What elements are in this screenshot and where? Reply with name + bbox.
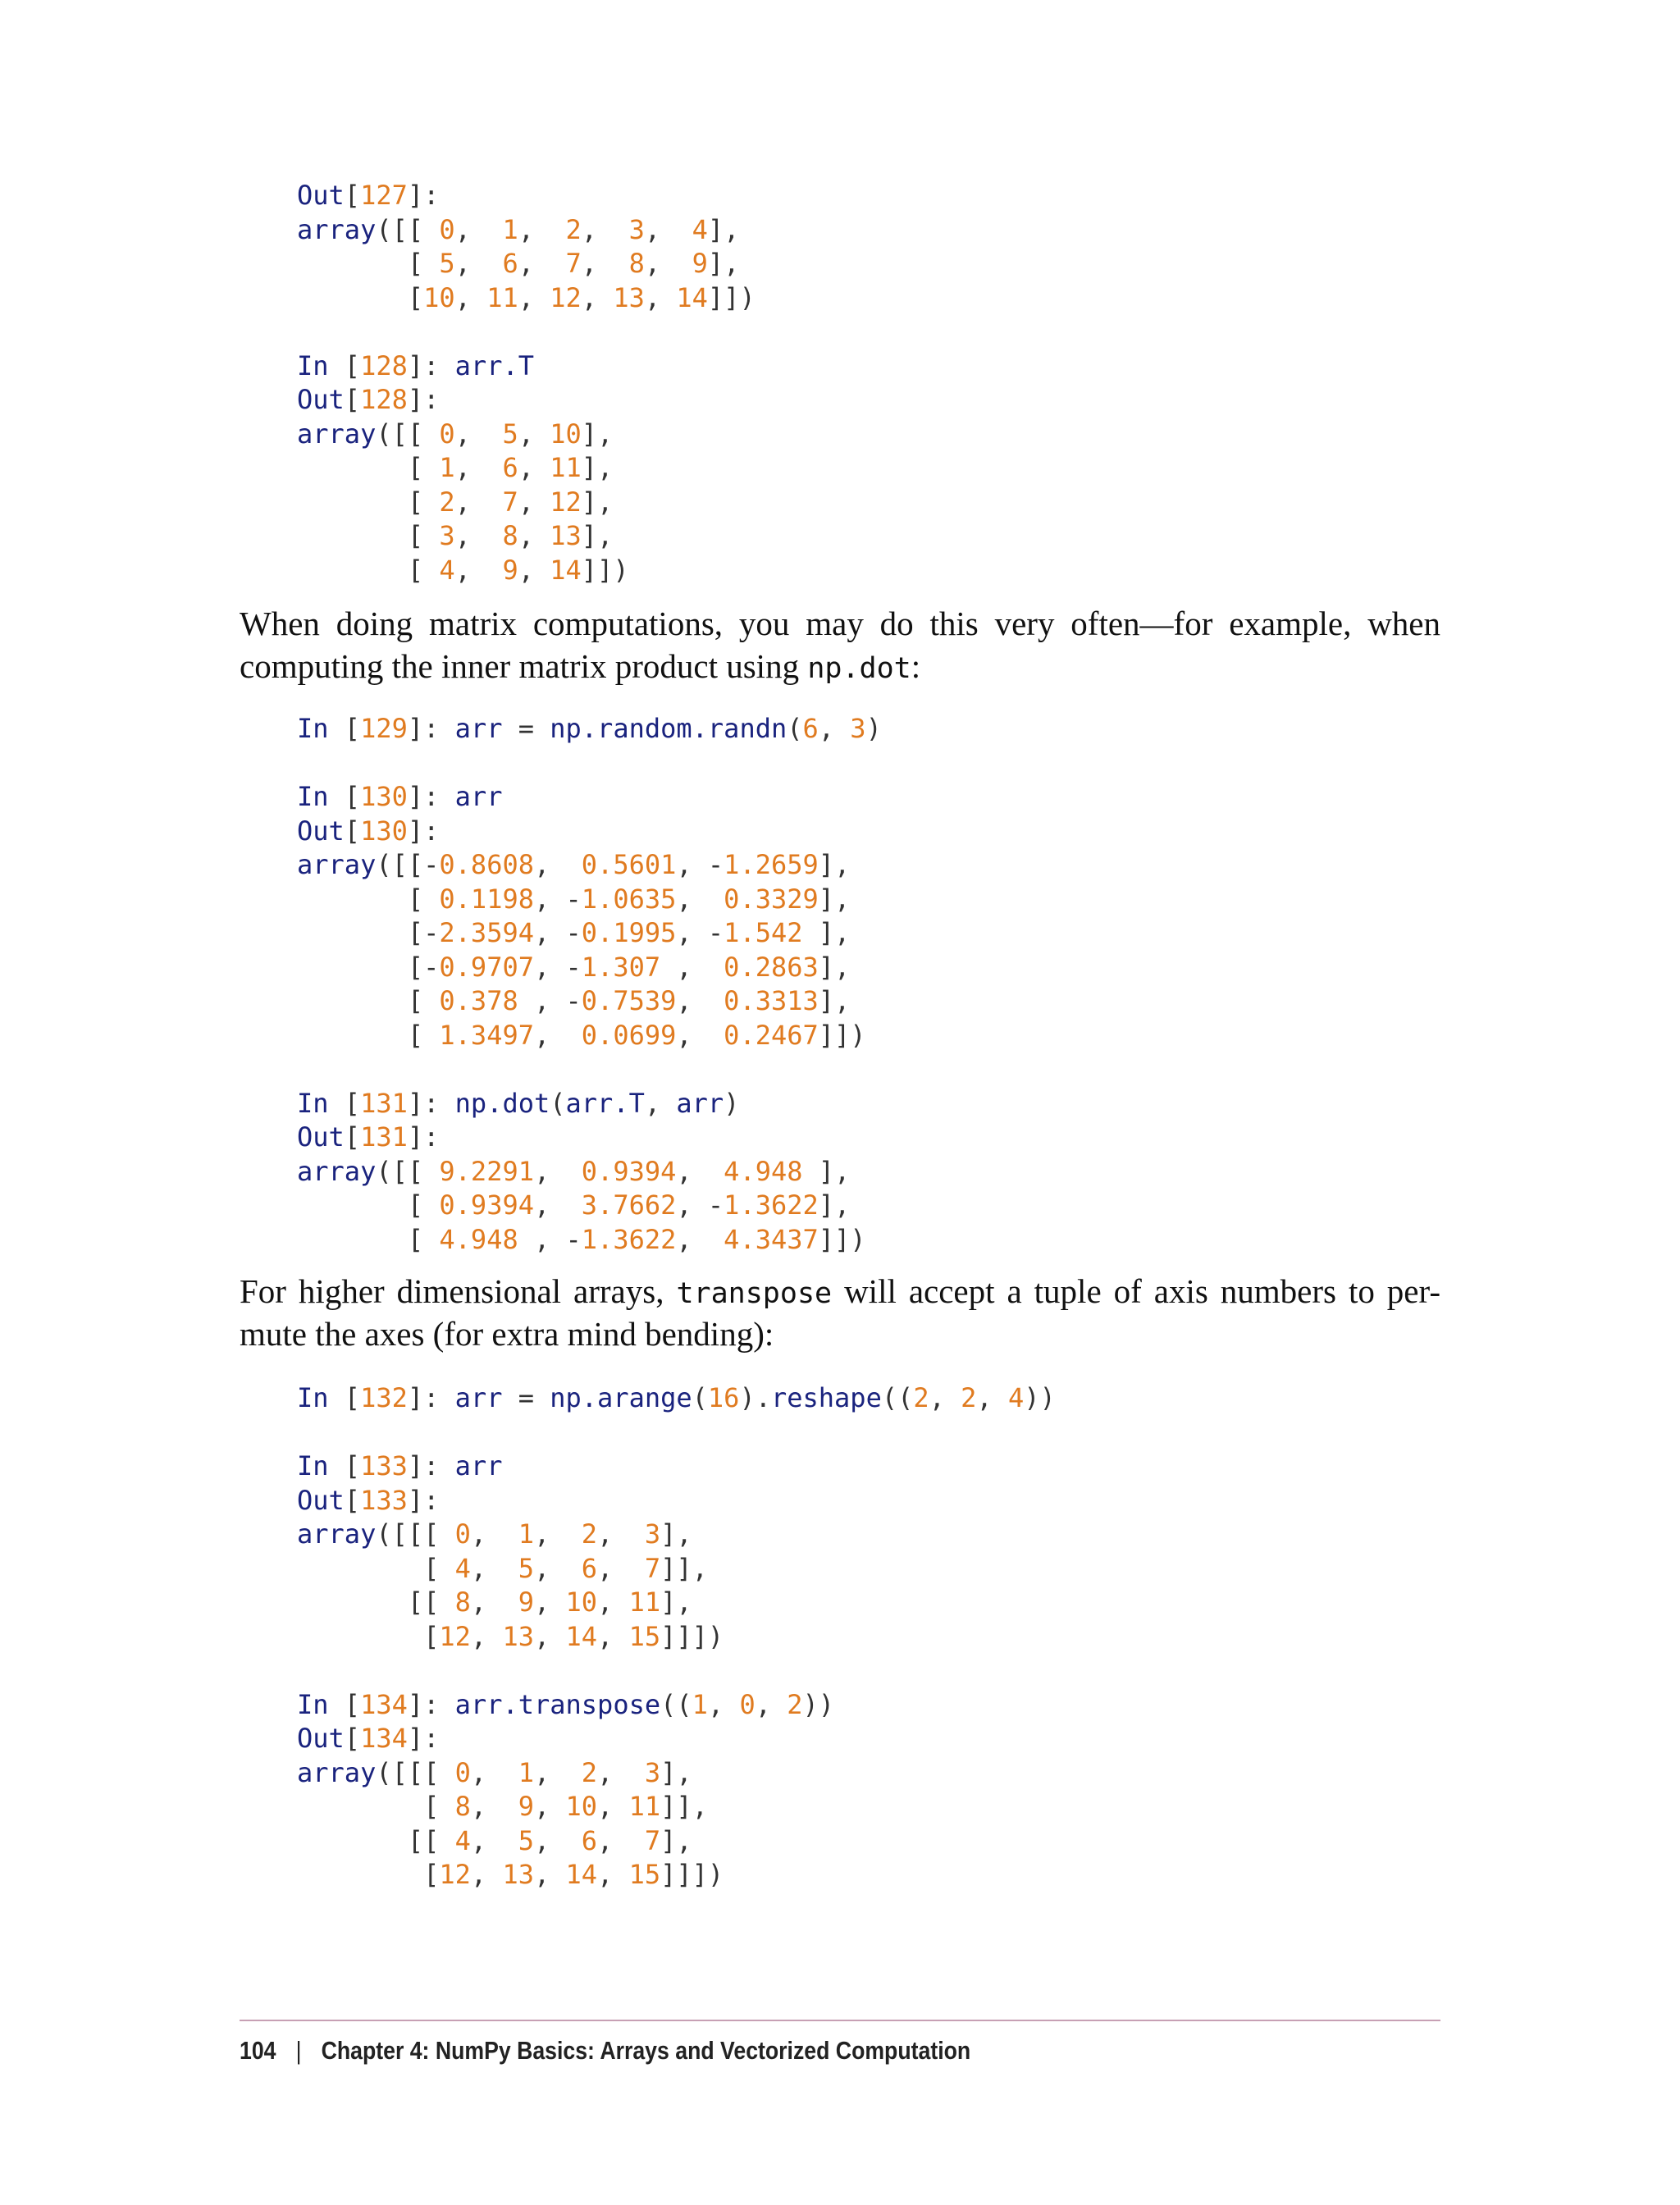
paragraph-line — [240, 1270, 1440, 1312]
code-line: [ 4, 5, 6, 7]], — [423, 1552, 708, 1584]
code-line: In [134]: arr.transpose((1, 0, 2)) — [297, 1688, 835, 1720]
code-line: [-0.9707, -1.307 , 0.2863], — [407, 951, 851, 983]
code-line: Out[128]: — [297, 384, 440, 415]
code-line — [297, 1654, 1056, 1688]
paragraph-matrix-computations — [240, 602, 1440, 687]
code-block-dot-product — [297, 712, 882, 1257]
paragraph-line: When doing matrix computations, you may do this very often—for example, when — [240, 605, 1440, 642]
code-line: [ 2, 7, 12], — [407, 486, 614, 518]
paragraph-line — [240, 645, 1440, 687]
code-line: In [130]: arr — [297, 781, 503, 812]
code-line: In [129]: arr = np.random.randn(6, 3) — [297, 713, 882, 744]
code-line: [12, 13, 14, 15]]]) — [423, 1620, 724, 1652]
paragraph-text: : — [911, 647, 921, 685]
inline-code-transpose: transpose — [676, 1277, 833, 1310]
paragraph-higher-dimensional — [240, 1270, 1440, 1355]
code-line: array([[[ 0, 1, 2, 3], — [297, 1518, 692, 1550]
code-line: Out[131]: — [297, 1121, 440, 1153]
code-line: [10, 11, 12, 13, 14]]) — [407, 281, 756, 313]
code-line: [-2.3594, -0.1995, -1.542 ], — [407, 917, 851, 948]
code-line: array([[ 9.2291, 0.9394, 4.948 ], — [297, 1155, 851, 1187]
code-line: array([[ 0, 5, 10], — [297, 418, 614, 450]
code-line: Out[130]: — [297, 815, 440, 847]
code-line: array([[ 0, 1, 2, 3, 4], — [297, 213, 740, 245]
footer-separator: | — [295, 2036, 302, 2065]
code-line: In [131]: np.dot(arr.T, arr) — [297, 1087, 740, 1119]
code-line: [ 5, 6, 7, 8, 9], — [407, 248, 740, 279]
code-line: array([[-0.8608, 0.5601, -1.2659], — [297, 849, 851, 880]
paragraph-text: computing the inner matrix product using — [240, 647, 808, 685]
code-line: [ 8, 9, 10, 11]], — [423, 1791, 708, 1822]
code-line: [ 4.948 , -1.3622, 4.3437]]) — [407, 1223, 866, 1255]
code-line: Out[133]: — [297, 1484, 440, 1516]
page-footer — [240, 2031, 970, 2070]
code-line — [297, 746, 882, 781]
code-line: [ 0.1198, -1.0635, 0.3329], — [407, 883, 851, 915]
code-line: In [133]: arr — [297, 1450, 503, 1481]
paragraph-line: mute the axes (for extra mind bending): — [240, 1315, 774, 1353]
page-number: 104 — [240, 2036, 276, 2065]
code-line: Out[127]: — [297, 180, 440, 211]
chapter-title: Chapter 4: NumPy Basics: Arrays and Vectorized Computation — [321, 2036, 971, 2065]
code-line: [12, 13, 14, 15]]]) — [423, 1859, 724, 1890]
inline-code-np-dot: np.dot — [807, 652, 911, 685]
code-line: [ 1, 6, 11], — [407, 452, 614, 483]
code-line — [297, 315, 756, 349]
code-line: [ 0.9394, 3.7662, -1.3622], — [407, 1189, 851, 1221]
code-line: [[ 8, 9, 10, 11], — [407, 1586, 692, 1618]
code-block-transpose-2d — [297, 179, 756, 587]
paragraph-text: For higher dimensional arrays, — [240, 1272, 677, 1310]
code-block-transpose-3d — [297, 1381, 1056, 1892]
paragraph-text: will accept a tuple of axis numbers to per- — [832, 1272, 1440, 1310]
code-line — [297, 1416, 1056, 1450]
code-line: [[ 4, 5, 6, 7], — [407, 1824, 692, 1856]
code-line: [ 3, 8, 13], — [407, 520, 614, 551]
code-line: [ 4, 9, 14]]) — [407, 554, 629, 586]
code-line: In [132]: arr = np.arange(16).reshape((2, 2, 4)) — [297, 1382, 1056, 1413]
code-line: In [128]: arr.T — [297, 349, 534, 381]
code-line: Out[134]: — [297, 1723, 440, 1754]
code-line: [ 1.3497, 0.0699, 0.2467]]) — [407, 1019, 866, 1051]
code-line — [297, 1052, 882, 1087]
code-line: [ 0.378 , -0.7539, 0.3313], — [407, 985, 851, 1016]
code-line: array([[[ 0, 1, 2, 3], — [297, 1756, 692, 1788]
footer-rule — [240, 2020, 1440, 2021]
